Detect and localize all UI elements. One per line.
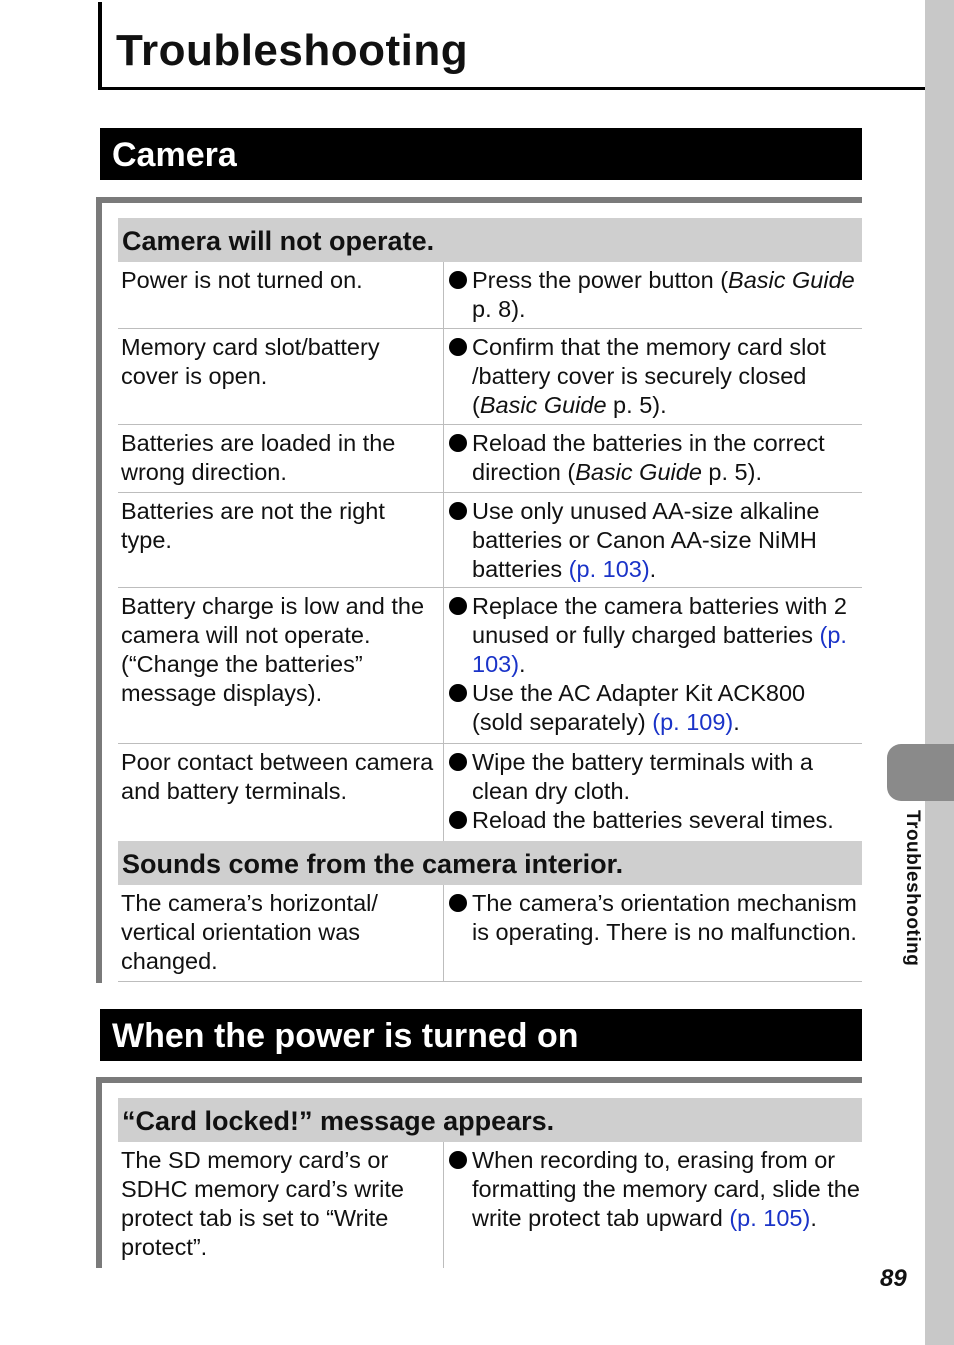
remedy-cell (444, 493, 862, 587)
bullet-icon (449, 338, 467, 356)
cause-cell: Memory card slot/battery cover is open. (118, 329, 444, 424)
remedy-text: Confirm that the memory card slot /battery cover is securely closed ( (472, 334, 826, 418)
chapter-tab (887, 744, 954, 801)
remedy-text: Replace the camera batteries with 2 unused or fully charged batteries (472, 593, 847, 648)
power-on-table (118, 1098, 862, 1268)
remedy-text-end: p. 5). (701, 459, 762, 485)
bullet-icon (449, 271, 467, 289)
table-row (118, 1142, 862, 1268)
page-title-frame (98, 2, 954, 90)
remedy-item (449, 679, 862, 737)
remedy-item (449, 497, 862, 584)
cause-cell: Power is not turned on. (118, 262, 444, 328)
remedy-text-end: . (519, 651, 526, 677)
remedy-text: Reload the batteries several times. (472, 807, 834, 833)
remedy-text: Use the AC Adapter Kit ACK800 (sold separately) (472, 680, 806, 735)
table-row (118, 588, 862, 744)
remedy-text: The camera’s orientation mechanism is operating. There is no malfunction. (472, 890, 857, 945)
side-strip (925, 0, 954, 1345)
cause-cell: Batteries are loaded in the wrong direction. (118, 425, 444, 492)
chapter-label: Troubleshooting (902, 810, 923, 967)
subheading-camera-sounds: Sounds come from the camera interior. (118, 841, 862, 885)
table-row (118, 493, 862, 588)
remedy-text: When recording to, erasing from or formatting the memory card, slide the write protect tab upward (472, 1147, 860, 1231)
remedy-text-end: p. 8). (472, 296, 526, 322)
bullet-icon (449, 434, 467, 452)
guide-reference: Basic Guide (479, 392, 607, 418)
remedy-item (449, 429, 862, 487)
guide-reference: Basic Guide (728, 267, 855, 293)
bullet-icon (449, 811, 467, 829)
remedy-text-end: . (733, 709, 740, 735)
table-row (118, 262, 862, 329)
remedy-item (449, 333, 862, 420)
remedy-cell (444, 1142, 862, 1268)
page-link[interactable]: (p. 103) (568, 556, 650, 582)
bullet-icon (449, 753, 467, 771)
page-link[interactable]: (p. 103) (472, 622, 847, 677)
remedy-item (449, 1146, 862, 1233)
remedy-text: Use only unused AA-size alkaline batteries or Canon AA-size NiMH batteries (472, 498, 820, 582)
page-title: Troubleshooting (116, 26, 469, 75)
remedy-cell (444, 329, 862, 424)
page-number: 89 (880, 1265, 907, 1292)
remedy-text-end: . (649, 556, 657, 582)
cause-cell: Batteries are not the right type. (118, 493, 444, 587)
remedy-cell (444, 744, 862, 841)
bullet-icon (449, 1151, 467, 1169)
page-link[interactable]: (p. 109) (652, 709, 734, 735)
remedy-text-end: p. 5). (606, 392, 667, 418)
table-row (118, 329, 862, 425)
section-heading-power-on: When the power is turned on (100, 1009, 862, 1061)
guide-reference: Basic Guide (575, 459, 702, 485)
table-row (118, 885, 862, 982)
bullet-icon (449, 684, 467, 702)
table-row (118, 744, 862, 841)
remedy-cell (444, 425, 862, 492)
remedy-cell (444, 885, 862, 981)
table-row (118, 425, 862, 493)
remedy-text: Reload the batteries in the correct direction ( (472, 430, 825, 485)
remedy-text: Press the power button ( (472, 267, 729, 293)
cause-cell: Poor contact between camera and battery terminals. (118, 744, 444, 841)
remedy-item (449, 748, 862, 806)
bullet-icon (449, 502, 467, 520)
subheading-card-locked: “Card locked!” message appears. (118, 1098, 862, 1142)
page-link[interactable]: (p. 105) (729, 1205, 811, 1231)
bullet-icon (449, 597, 467, 615)
camera-table (118, 218, 862, 982)
section-heading-camera: Camera (100, 128, 862, 180)
cause-cell: The SD memory card’s or SDHC memory card’s write protect tab is set to “Write protect”. (118, 1142, 444, 1268)
remedy-item (449, 806, 862, 835)
cause-cell: The camera’s horizontal/ vertical orientation was changed. (118, 885, 444, 981)
remedy-item (449, 266, 862, 324)
subheading-camera-not-operate: Camera will not operate. (118, 218, 862, 262)
remedy-text: Wipe the battery terminals with a clean dry cloth. (472, 749, 813, 804)
remedy-text-end: . (810, 1205, 817, 1231)
bullet-icon (449, 894, 467, 912)
remedy-item (449, 889, 862, 947)
remedy-item (449, 592, 862, 679)
cause-cell: Battery charge is low and the camera will not operate. (“Change the batteries” message displays). (118, 588, 444, 743)
remedy-cell (444, 588, 862, 743)
remedy-cell (444, 262, 862, 328)
